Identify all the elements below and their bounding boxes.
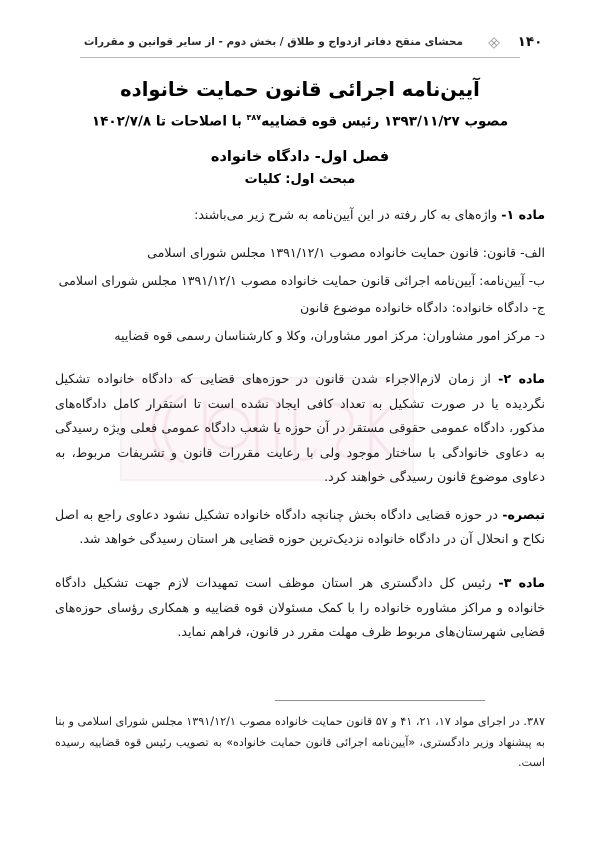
article-2-label: ماده ۲- xyxy=(498,371,545,387)
definition-text-alef: قانون حمایت خانواده مصوب ۱۳۹۱/۱۲/۱ مجلس شورای اسلامی xyxy=(147,244,483,260)
header-title: محشای منقح دفاتر ازدواج و طلاق / بخش دوم - از سایر قوانین و مقررات xyxy=(83,36,463,48)
header-divider xyxy=(80,57,520,58)
note-1-label: تبصره- xyxy=(502,506,545,522)
footnote-divider xyxy=(275,700,485,701)
footnote-387 xyxy=(55,712,545,774)
article-1-label: ماده ۱- xyxy=(501,207,545,223)
spacer xyxy=(55,493,545,503)
note-1-paragraph xyxy=(55,503,545,552)
footnote-marker: ۳۸۷. xyxy=(523,715,546,728)
definition-item-dal xyxy=(55,324,545,349)
definition-label-be: ب- آیین‌نامه: xyxy=(479,272,545,288)
footnote-block xyxy=(55,700,545,774)
section-heading: مبحث اول: کلیات xyxy=(244,172,356,188)
footnote-reference-marker: ۳۸۷ xyxy=(246,113,262,123)
spacer xyxy=(55,231,545,241)
document-content xyxy=(55,78,545,648)
document-title: آیین‌نامه اجرائی قانون حمایت خانواده xyxy=(120,78,480,101)
definition-text-jim: دادگاه خانواده موضوع قانون xyxy=(299,300,452,316)
article-3-text: رئیس کل دادگستری هر استان موظف است تمهیدات لازم جهت تشکیل دادگاه خانواده و مراکز مشاوره خانواده را با کمک مسئولان قوه قضاییه و همکاری رؤسای حوزه‌های قضایی شهرستان‌های مربوط ظرف مهلت مقرر در قانون، فراهم نماید. xyxy=(55,574,545,640)
definition-label-alef: الف- قانون: xyxy=(482,244,545,260)
diamond-floral-ornament-icon xyxy=(487,35,501,49)
definition-item-be xyxy=(55,269,545,294)
article-2-paragraph xyxy=(55,367,545,490)
chapter-heading: فصل اول- دادگاه خانواده xyxy=(210,149,390,166)
definition-text-be: آیین‌نامه اجرائی قانون حمایت خانواده مصوب ۱۳۹۱/۱۲/۱ مجلس شورای اسلامی xyxy=(58,272,480,288)
subtitle-suffix: با اصلاحات تا ۱۴۰۲/۷/۸ xyxy=(91,113,247,130)
article-3-paragraph xyxy=(55,571,545,645)
article-3-label: ماده ۳- xyxy=(498,574,546,590)
article-2-text: از زمان لازم‌الاجراء شدن قانون در حوزه‌های قضایی که دادگاه خانواده تشکیل نگردیده یا در صورت تشکیل به تعداد کافی ایجاد نشده است تا استقرار کامل دادگاه‌های مذکور، دادگاه عمومی حقوقی مستقر در آن حوزه یا شعب دادگاه عمومی فعلی ویژه رسیدگی به دعاوی خانوادگی با ساختار موجود ولی با رعایت مقررات قانون و تشریفات مربوط، به دعاوی موضوع قانون رسیدگی خواهند کرد. xyxy=(55,371,545,485)
article-1-text: واژه‌های به کار رفته در این آیین‌نامه به شرح زیر می‌باشند: xyxy=(194,207,502,223)
page-number: ۱۴۰ xyxy=(517,34,543,50)
subtitle-prefix: مصوب ۱۳۹۳/۱۱/۲۷ رئیس قوه قضاییه xyxy=(261,113,509,130)
definition-item-jim xyxy=(55,296,545,321)
definition-label-dal: د- مرکز امور مشاوران: xyxy=(422,327,545,343)
definition-item-alef xyxy=(55,241,545,266)
article-1-paragraph xyxy=(55,203,545,228)
spacer xyxy=(55,555,545,571)
definition-text-dal: مرکز امور مشاوران، وکلا و کارشناسان رسمی قوه قضاییه xyxy=(114,327,423,343)
spacer xyxy=(55,351,545,367)
document-subtitle xyxy=(55,113,545,131)
running-header xyxy=(55,32,545,52)
definition-label-jim: ج- دادگاه خانواده: xyxy=(451,300,545,316)
footnote-body: در اجرای مواد ۱۷، ۲۱، ۴۱ و ۵۷ قانون حمایت خانواده مصوب ۱۳۹۱/۱۲/۱ مجلس شورای اسلامی و بنا به پیشنهاد وزیر دادگستری، «آیین‌نامه اجرائی قانون حمایت خانواده» به تصویب رئیس قوه قضاییه رسیده است. xyxy=(55,715,545,770)
note-1-text: در حوزه قضایی دادگاه بخش چنانچه دادگاه خانواده تشکیل نشود دعاوی راجع به اصل نکاح و انحلال آن در دادگاه خانواده نزدیک‌ترین حوزه قضایی هر استان رسیدگی خواهد شد. xyxy=(55,506,545,547)
